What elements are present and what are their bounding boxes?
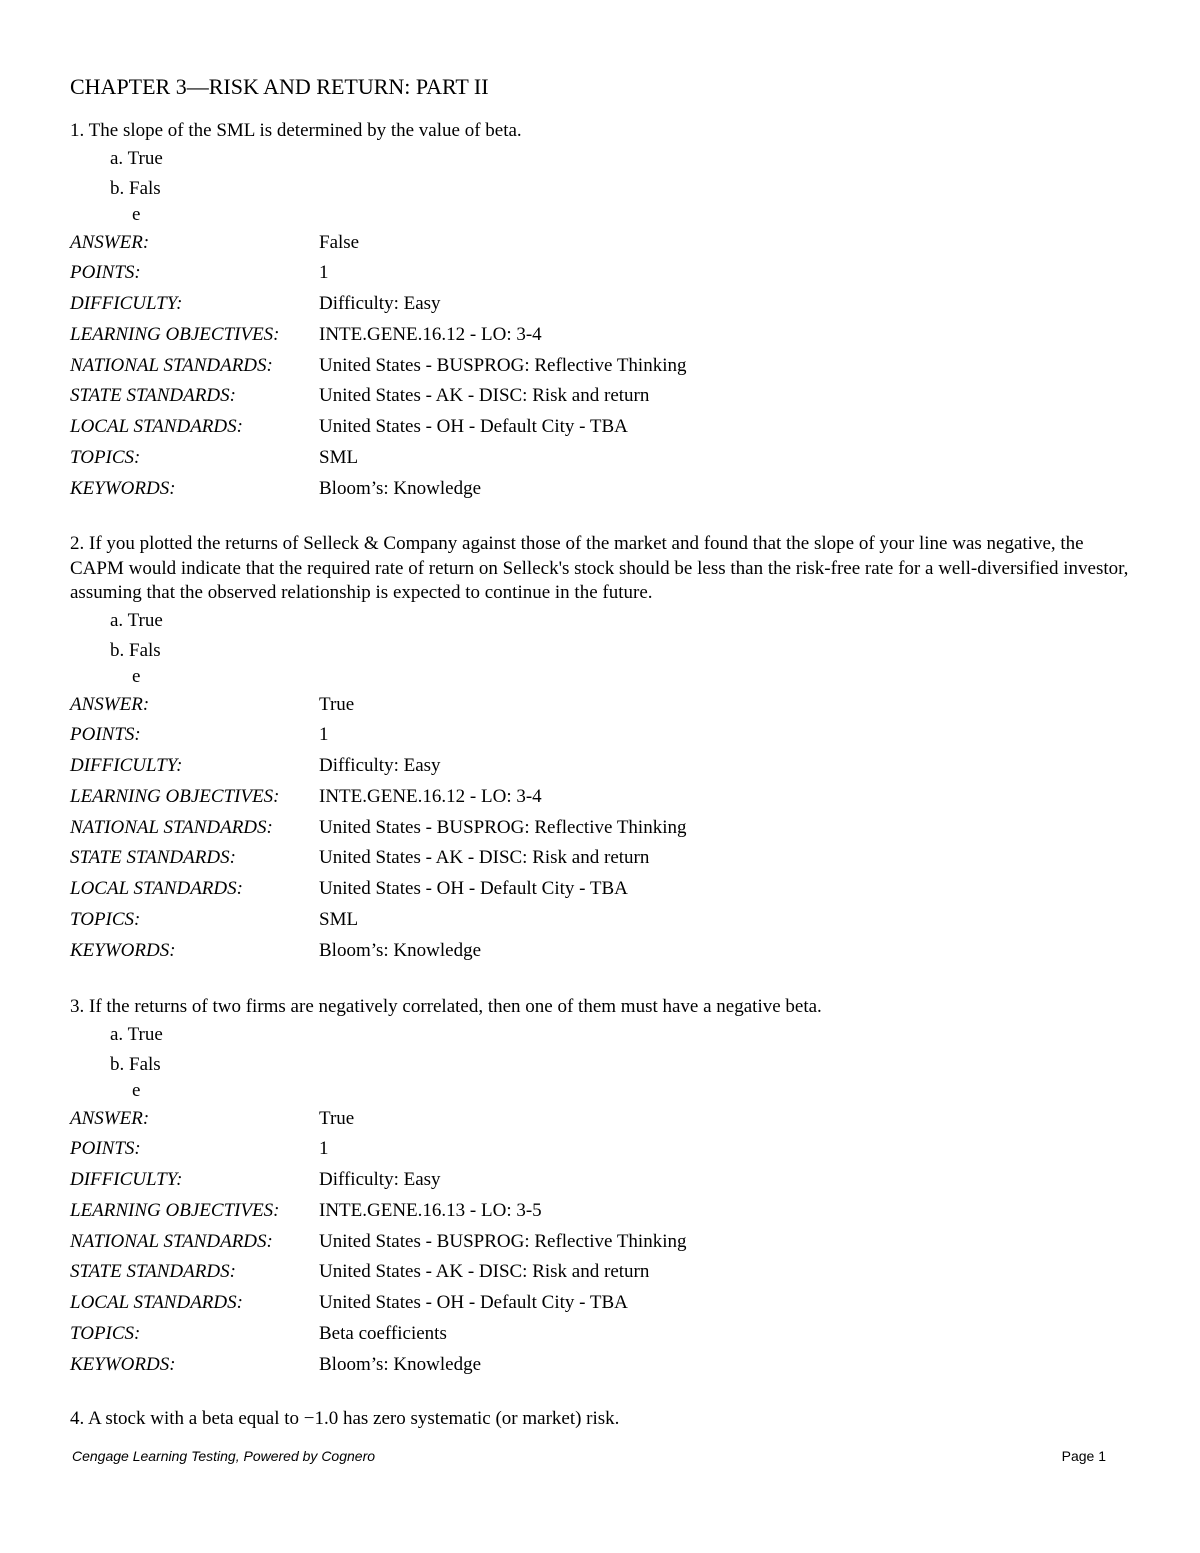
state-standards-value: United States - AK - DISC: Risk and return: [319, 385, 650, 407]
choice-b-continuation: e: [132, 203, 141, 225]
question-3: [70, 995, 1130, 1381]
topics-label: TOPICS:: [70, 1323, 141, 1345]
answer-row: [70, 690, 1130, 721]
topics-row: [70, 443, 1130, 474]
keywords-value: Bloom’s: Knowledge: [319, 939, 482, 961]
local-standards-label: LOCAL STANDARDS:: [70, 1292, 243, 1314]
national-standards-value: United States - BUSPROG: Reflective Thinking: [319, 816, 687, 838]
national-standards-value: United States - BUSPROG: Reflective Thinking: [319, 354, 687, 376]
state-standards-row: [70, 1257, 1130, 1288]
state-standards-label: STATE STANDARDS:: [70, 385, 236, 407]
topics-row: [70, 1319, 1130, 1350]
keywords-row: [70, 474, 1130, 505]
points-row: [70, 258, 1130, 289]
learning-objectives-row: [70, 782, 1130, 813]
difficulty-label: DIFFICULTY:: [70, 1169, 183, 1191]
learning-objectives-row: [70, 320, 1130, 351]
keywords-row: [70, 936, 1130, 967]
points-value: 1: [319, 1138, 329, 1160]
learning-objectives-label: LEARNING OBJECTIVES:: [70, 323, 280, 345]
difficulty-row: [70, 1165, 1130, 1196]
chapter-title: CHAPTER 3—RISK AND RETURN: PART II: [70, 74, 489, 99]
difficulty-label: DIFFICULTY:: [70, 755, 183, 777]
learning-objectives-row: [70, 1196, 1130, 1227]
keywords-label: KEYWORDS:: [70, 939, 176, 961]
state-standards-label: STATE STANDARDS:: [70, 847, 236, 869]
local-standards-value: United States - OH - Default City - TBA: [319, 1292, 628, 1314]
national-standards-row: [70, 813, 1130, 844]
keywords-value: Bloom’s: Knowledge: [319, 477, 482, 499]
national-standards-value: United States - BUSPROG: Reflective Thinking: [319, 1230, 687, 1252]
state-standards-label: STATE STANDARDS:: [70, 1261, 236, 1283]
national-standards-label: NATIONAL STANDARDS:: [70, 1230, 273, 1252]
page-number: Page 1: [1061, 1448, 1106, 1464]
choice-b: b. Fals: [110, 1053, 161, 1075]
difficulty-value: Difficulty: Easy: [319, 1169, 441, 1191]
difficulty-row: [70, 289, 1130, 320]
answer-label: ANSWER:: [70, 693, 150, 715]
state-standards-value: United States - AK - DISC: Risk and return: [319, 1261, 650, 1283]
local-standards-row: [70, 1288, 1130, 1319]
topics-value: SML: [319, 447, 359, 469]
question-1: [70, 119, 1130, 505]
choice-b-continuation: e: [132, 665, 141, 687]
answer-value: True: [319, 693, 355, 715]
national-standards-label: NATIONAL STANDARDS:: [70, 354, 273, 376]
choice-a: a. True: [110, 147, 163, 169]
answer-row: [70, 1104, 1130, 1135]
question-text: 2. If you plotted the returns of Selleck & Company against those of the market and found that the slope of your line was negative, the CAPM would indicate that the required rate of return on Selleck's stock should be less than the risk-free rate for a well-diversified investor, assuming that the observed relationship is expected to continue in the future.: [70, 533, 1129, 603]
question-4: [70, 1407, 1130, 1432]
answer-value: True: [319, 1107, 355, 1129]
answer-label: ANSWER:: [70, 1107, 150, 1129]
points-label: POINTS:: [70, 724, 141, 746]
keywords-value: Bloom’s: Knowledge: [319, 1353, 482, 1375]
keywords-label: KEYWORDS:: [70, 477, 176, 499]
question-2: [70, 532, 1130, 967]
points-row: [70, 1134, 1130, 1165]
state-standards-row: [70, 381, 1130, 412]
choice-b: b. Fals: [110, 177, 161, 199]
question-text: 3. If the returns of two firms are negatively correlated, then one of them must have a negative beta.: [70, 996, 822, 1017]
choice-a: a. True: [110, 1023, 163, 1045]
learning-objectives-label: LEARNING OBJECTIVES:: [70, 1199, 280, 1221]
learning-objectives-value: INTE.GENE.16.12 - LO: 3-4: [319, 785, 542, 807]
footer-credit: Cengage Learning Testing, Powered by Cognero: [72, 1448, 376, 1464]
question-metadata: [70, 690, 1130, 967]
local-standards-label: LOCAL STANDARDS:: [70, 878, 243, 900]
points-value: 1: [319, 724, 329, 746]
state-standards-value: United States - AK - DISC: Risk and return: [319, 847, 650, 869]
difficulty-value: Difficulty: Easy: [319, 755, 441, 777]
topics-label: TOPICS:: [70, 447, 141, 469]
question-metadata: [70, 228, 1130, 505]
answer-row: [70, 228, 1130, 259]
keywords-label: KEYWORDS:: [70, 1353, 176, 1375]
topics-label: TOPICS:: [70, 909, 141, 931]
keywords-row: [70, 1350, 1130, 1381]
difficulty-value: Difficulty: Easy: [319, 293, 441, 315]
choice-b-continuation: e: [132, 1079, 141, 1101]
points-row: [70, 720, 1130, 751]
learning-objectives-value: INTE.GENE.16.13 - LO: 3-5: [319, 1199, 542, 1221]
answer-label: ANSWER:: [70, 231, 150, 253]
local-standards-label: LOCAL STANDARDS:: [70, 416, 243, 438]
question-text: 1. The slope of the SML is determined by the value of beta.: [70, 120, 522, 141]
local-standards-value: United States - OH - Default City - TBA: [319, 416, 628, 438]
choice-b: b. Fals: [110, 639, 161, 661]
local-standards-row: [70, 412, 1130, 443]
topics-value: Beta coefficients: [319, 1323, 447, 1345]
points-value: 1: [319, 262, 329, 284]
question-metadata: [70, 1104, 1130, 1381]
state-standards-row: [70, 843, 1130, 874]
topics-row: [70, 905, 1130, 936]
learning-objectives-value: INTE.GENE.16.12 - LO: 3-4: [319, 323, 542, 345]
points-label: POINTS:: [70, 262, 141, 284]
points-label: POINTS:: [70, 1138, 141, 1160]
answer-value: False: [319, 231, 360, 253]
national-standards-row: [70, 351, 1130, 382]
choice-a: a. True: [110, 609, 163, 631]
learning-objectives-label: LEARNING OBJECTIVES:: [70, 785, 280, 807]
local-standards-value: United States - OH - Default City - TBA: [319, 878, 628, 900]
topics-value: SML: [319, 909, 359, 931]
difficulty-label: DIFFICULTY:: [70, 293, 183, 315]
national-standards-row: [70, 1227, 1130, 1258]
national-standards-label: NATIONAL STANDARDS:: [70, 816, 273, 838]
difficulty-row: [70, 751, 1130, 782]
local-standards-row: [70, 874, 1130, 905]
question-text: 4. A stock with a beta equal to −1.0 has zero systematic (or market) risk.: [70, 1408, 620, 1429]
